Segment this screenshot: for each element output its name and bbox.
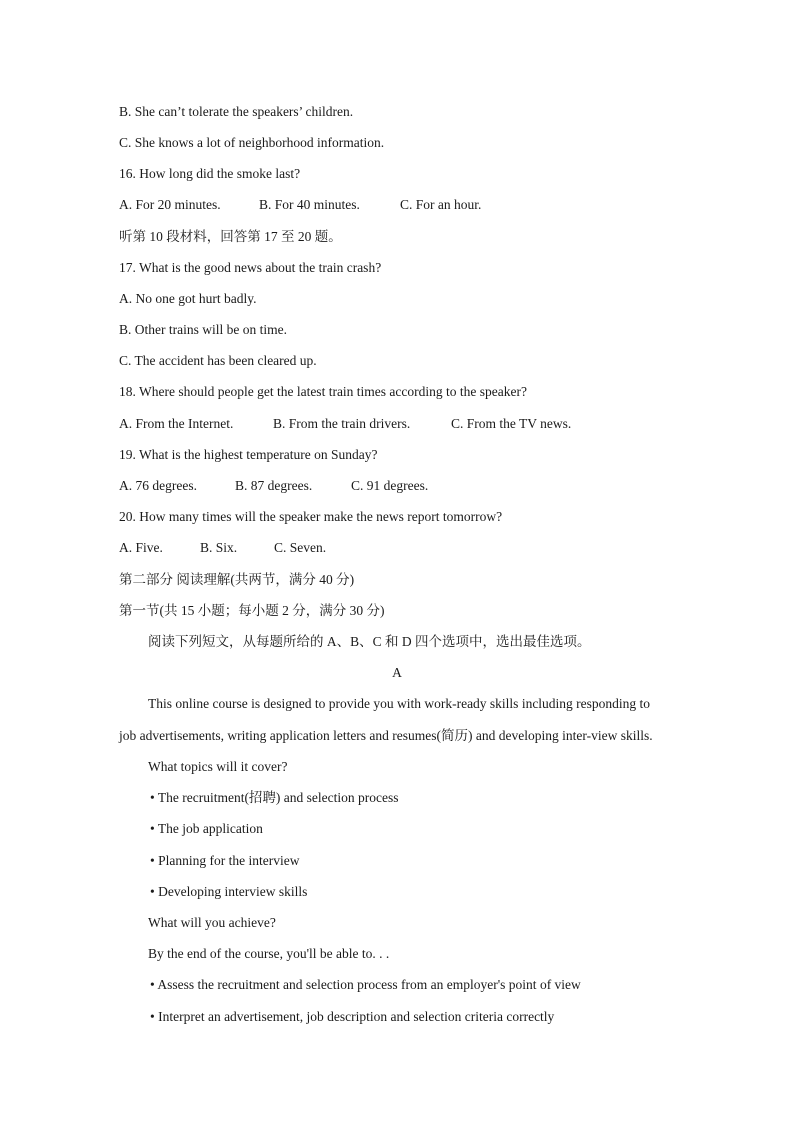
q19-option-c: C. 91 degrees. [351, 478, 429, 493]
reading-part-title: 第二部分 阅读理解(共两节，满分 40 分) [119, 572, 355, 587]
q17-option-b: B. Other trains will be on time. [119, 322, 287, 337]
q19-options [119, 477, 428, 495]
q20-option-a: A. Five. [119, 540, 163, 555]
q16-options [119, 196, 481, 214]
q19-option-a: A. 76 degrees. [119, 478, 197, 493]
q20-option-b: B. Six. [200, 540, 238, 555]
q17-question: 17. What is the good news about the train crash? [119, 260, 382, 275]
q20-options [119, 539, 326, 557]
reading-section-title: 第一节(共 15 小题；每小题 2 分，满分 30 分) [119, 603, 385, 618]
q18-option-a: A. From the Internet. [119, 416, 234, 431]
achieve-intro: By the end of the course, you'll be able to. . . [148, 946, 390, 961]
q20-question: 20. How many times will the speaker make the news report tomorrow? [119, 509, 503, 524]
topic-item: • Developing interview skills [150, 884, 308, 899]
q16-option-c: C. For an hour. [400, 197, 482, 212]
q18-options [119, 415, 571, 433]
q15-option-c: C. She knows a lot of neighborhood information. [119, 135, 385, 150]
reading-instruction: 阅读下列短文，从每题所给的 A、B、C 和 D 四个选项中，选出最佳选项。 [148, 634, 591, 649]
q18-option-c: C. From the TV news. [451, 416, 572, 431]
topics-heading: What topics will it cover? [148, 759, 288, 774]
passage-label: A [392, 665, 402, 680]
passage-para1-line2: job advertisements, writing application letters and resumes(简历) and developing inter-view skills. [119, 728, 653, 743]
q17-option-c: C. The accident has been cleared up. [119, 353, 317, 368]
topic-item: • The recruitment(招聘) and selection process [150, 790, 399, 805]
topic-item: • Planning for the interview [150, 853, 300, 868]
passage-para1-line1: This online course is designed to provide you with work-ready skills including responding to [148, 696, 651, 711]
topic-item: • The job application [150, 821, 263, 836]
q16-question: 16. How long did the smoke last? [119, 166, 301, 181]
q15-option-b: B. She can’t tolerate the speakers’ children. [119, 104, 354, 119]
q16-option-b: B. For 40 minutes. [259, 197, 360, 212]
achievement-item: • Interpret an advertisement, job description and selection criteria correctly [150, 1009, 555, 1024]
achieve-heading: What will you achieve? [148, 915, 276, 930]
q18-question: 18. Where should people get the latest train times according to the speaker? [119, 384, 527, 399]
q19-question: 19. What is the highest temperature on Sunday? [119, 447, 378, 462]
q17-option-a: A. No one got hurt badly. [119, 291, 257, 306]
q19-option-b: B. 87 degrees. [235, 478, 313, 493]
section10-instruction: 听第 10 段材料，回答第 17 至 20 题。 [119, 229, 342, 244]
q16-option-a: A. For 20 minutes. [119, 197, 221, 212]
achievement-item: • Assess the recruitment and selection process from an employer's point of view [150, 977, 581, 992]
q18-option-b: B. From the train drivers. [273, 416, 411, 431]
q20-option-c: C. Seven. [274, 540, 327, 555]
